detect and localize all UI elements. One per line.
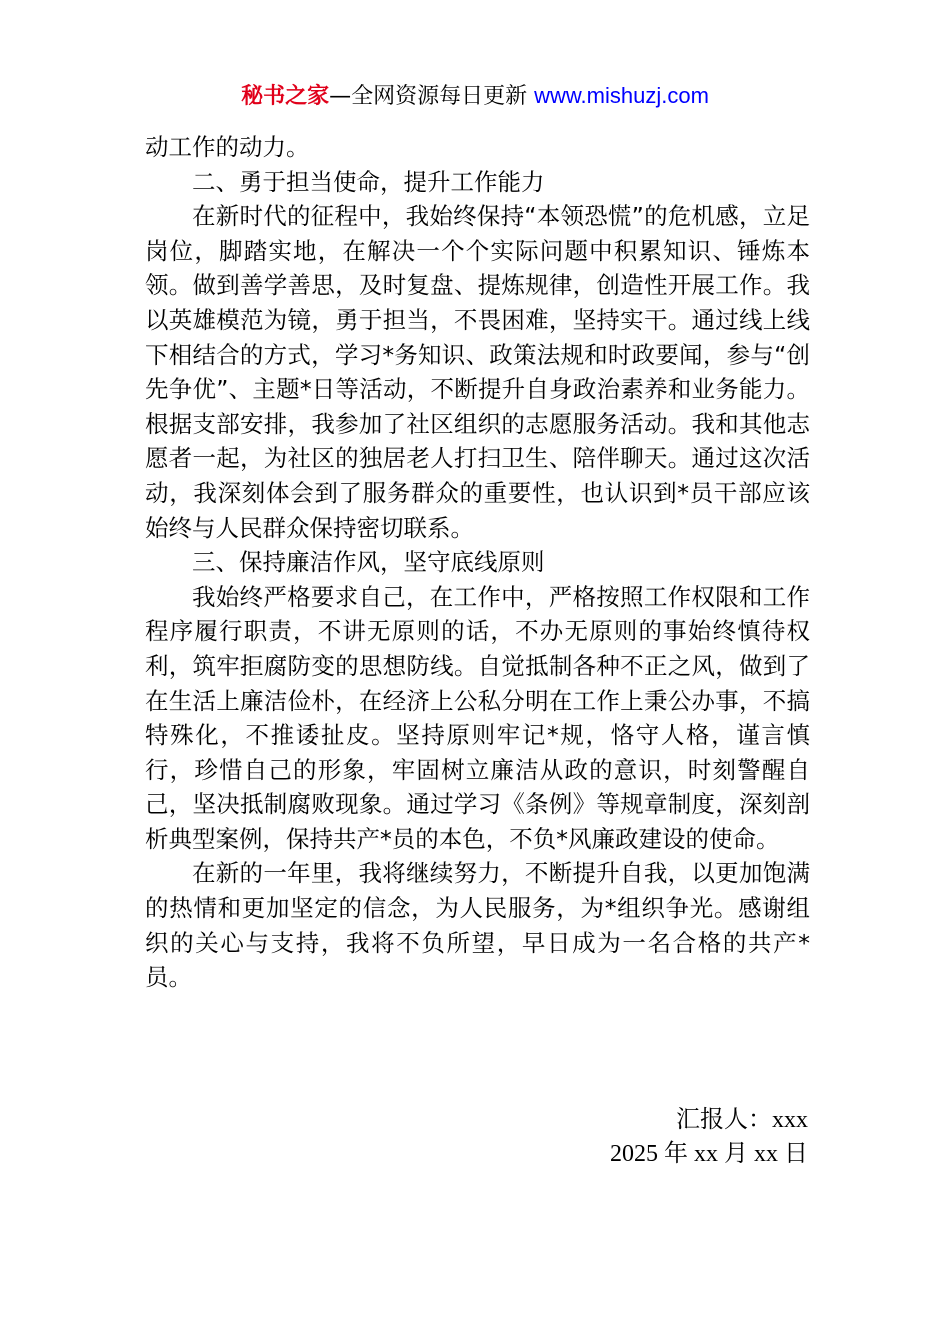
signature-reporter (560, 1104, 808, 1135)
reporter-name: xxx (772, 1107, 808, 1133)
paragraph-section-3: 我始终严格要求自己，在工作中，严格按照工作权限和工作程序履行职责，不讲无原则的话，不办无原则的事始终慎待权利，筑牢拒腐防变的思想防线。自觉抵制各种不正之风，做到了在生活上廉洁俭朴，在经济上公私分明在工作上秉公办事，不搞特殊化，不推诿扯皮。坚持原则牢记*规，恪守人格，谨言慎行，珍惜自己的形象，牢固树立廉洁从政的意识，时刻警醒自己，坚决抵制腐败现象。通过学习《条例》等规章制度，深刻剖析典型案例，保持共产*员的本色，不负*风廉政建设的使命。 (145, 582, 810, 853)
site-tagline: —全网资源每日更新 (329, 84, 535, 109)
section-heading-3: 三、保持廉洁作风，坚守底线原则 (192, 548, 545, 577)
reporter-label: 汇报人： (676, 1105, 772, 1133)
site-url-link[interactable]: www.mishuzj.com (534, 83, 709, 108)
site-header (0, 82, 950, 111)
section-heading-2: 二、勇于担当使命，提升工作能力 (192, 167, 545, 196)
paragraph-section-2: 在新时代的征程中，我始终保持“本领恐慌”的危机感，立足岗位，脚踏实地，在解决一个个实际问题中积累知识、锤炼本领。做到善学善思，及时复盘、提炼规律，创造性开展工作。我以英雄模范为镜，勇于担当，不畏困难，坚持实干。通过线上线下相结合的方式，学习*务知识、政策法规和时政要闻，参与“创先争优”、主题*日等活动，不断提升自身政治素养和业务能力。根据支部安排，我参加了社区组织的志愿服务活动。我和其他志愿者一起，为社区的独居老人打扫卫生、陪伴聊天。通过这次活动，我深刻体会到了服务群众的重要性，也认识到*员干部应该始终与人民群众保持密切联系。 (145, 202, 810, 542)
paragraph-closing: 在新的一年里，我将继续努力，不断提升自我，以更加饱满的热情和更加坚定的信念，为人民服务，为*组织争光。感谢组织的关心与支持，我将不负所望，早日成为一名合格的共产*员。 (145, 859, 810, 992)
site-brand: 秘书之家 (241, 84, 330, 109)
report-body (145, 130, 810, 995)
paragraph-continuation: 动工作的动力。 (145, 133, 310, 161)
signature-date: 2025 年 xx 月 xx 日 (610, 1141, 808, 1167)
